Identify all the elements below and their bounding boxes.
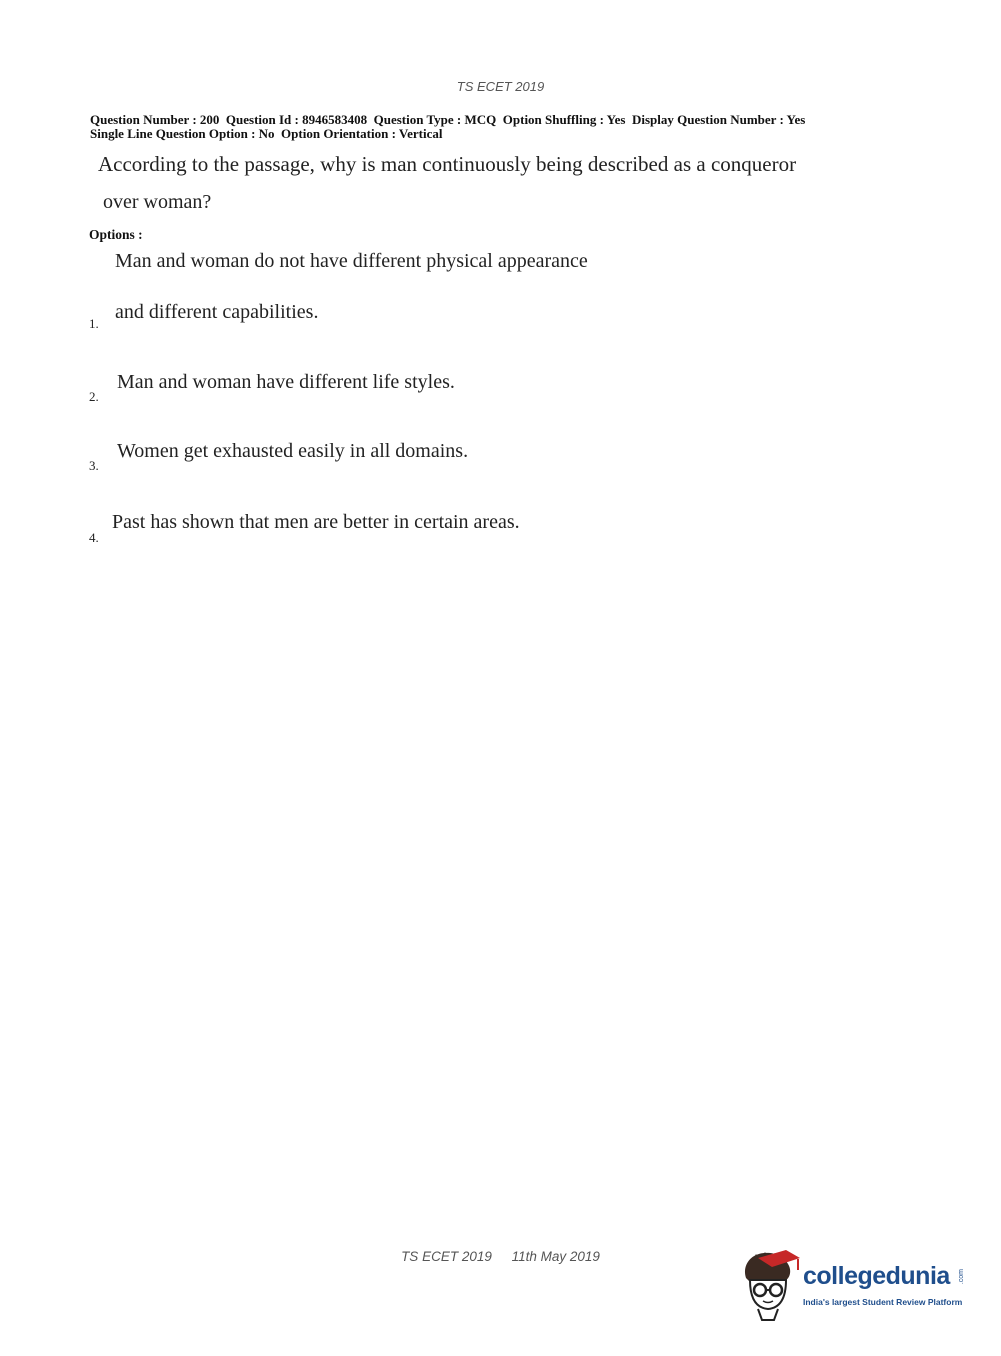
collegedunia-logo (740, 1248, 970, 1323)
option-2-number: 2. (89, 389, 99, 404)
logo-name: collegedunia (803, 1262, 950, 1290)
question-text-line-2: over woman? (103, 191, 212, 213)
option-1-text-line-2: and different capabilities. (115, 301, 319, 323)
metadata-line-1: Question Number : 200 Question Id : 8946583408 Question Type : MCQ Option Shuffling : Yes Display Question Number : Yes (90, 112, 806, 127)
option-3-number: 3. (89, 458, 99, 473)
mascot-icon (740, 1248, 802, 1323)
question-text-line-1: According to the passage, why is man continuously being described as a conqueror (98, 152, 797, 176)
question-metadata (90, 113, 805, 141)
options-label: Options : (89, 227, 143, 242)
option-2-text: Man and woman have different life styles. (117, 371, 455, 393)
footer-exam: TS ECET 2019 (401, 1249, 492, 1264)
option-3-text: Women get exhausted easily in all domains. (117, 440, 469, 462)
option-1-number: 1. (89, 316, 99, 331)
page-header: TS ECET 2019 (456, 79, 545, 94)
option-1-text-line-1: Man and woman do not have different physical appearance (115, 250, 588, 272)
logo-suffix: .com (958, 1269, 965, 1285)
logo-tagline: India's largest Student Review Platform (803, 1297, 963, 1307)
option-4-text: Past has shown that men are better in certain areas. (112, 511, 520, 533)
option-4-number: 4. (89, 530, 99, 545)
metadata-line-2: Single Line Question Option : No Option Orientation : Vertical (90, 126, 443, 141)
footer-date: 11th May 2019 (511, 1249, 600, 1264)
